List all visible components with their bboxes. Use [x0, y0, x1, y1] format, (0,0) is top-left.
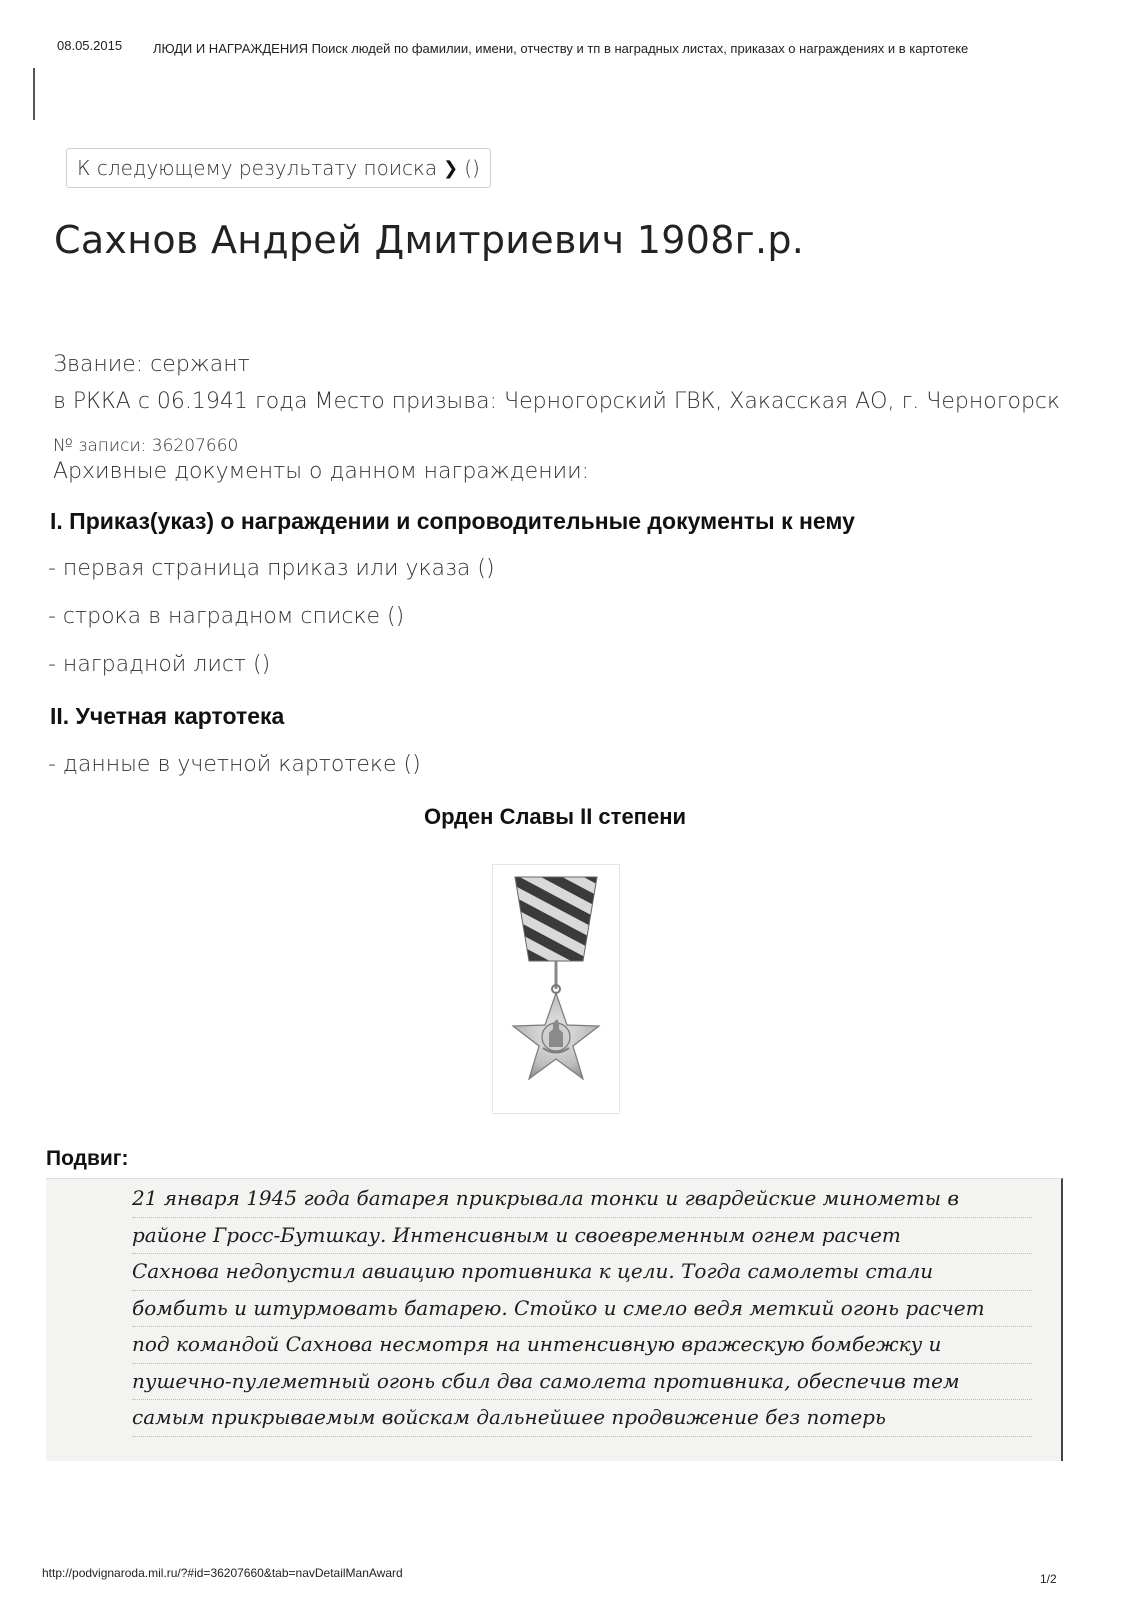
- medal-image: [493, 865, 619, 1113]
- doc-link-award-sheet[interactable]: - наградной лист (): [48, 652, 271, 677]
- feat-line: бомбить и штурмовать батарею. Стойко и смело ведя меткий огонь расчет: [132, 1291, 1032, 1328]
- next-search-result-button[interactable]: [66, 148, 491, 188]
- feat-line: пушечно-пулеметный огонь сбил два самолета противника, обеспечив тем: [132, 1364, 1032, 1401]
- rank-line: Звание: сержант: [53, 352, 250, 377]
- print-date: 08.05.2015: [57, 38, 123, 53]
- feat-line: самым прикрываемым войскам дальнейшее продвижение без потерь: [132, 1400, 1032, 1437]
- feat-handwritten-scan: [46, 1178, 1063, 1461]
- record-number: № записи: 36207660: [53, 436, 239, 456]
- next-result-suffix: (): [464, 156, 480, 180]
- feat-label: Подвиг:: [46, 1147, 129, 1170]
- archive-documents-heading: Архивные документы о данном награждении:: [53, 459, 589, 484]
- feat-line: районе Гросс-Бутшкау. Интенсивным и своевременным огнем расчет: [132, 1218, 1032, 1255]
- feat-text: [132, 1181, 1032, 1437]
- chevron-right-icon: ❯: [443, 157, 459, 179]
- feat-line: под командой Сахнова несмотря на интенсивную вражескую бомбежку и: [132, 1327, 1032, 1364]
- doc-link-card-index-data[interactable]: - данные в учетной картотеке (): [48, 752, 421, 777]
- print-footer-url: http://podvignaroda.mil.ru/?#id=36207660&tab=navDetailManAward: [42, 1566, 403, 1580]
- feat-line: 21 января 1945 года батарея прикрывала тонки и гвардейские минометы в: [132, 1181, 1032, 1218]
- print-header-title: ЛЮДИ И НАГРАЖДЕНИЯ Поиск людей по фамилии, имени, отчеству и тп в наградных листах, приказах о награждениях и в картотеке: [153, 41, 969, 56]
- person-name-heading: Сахнов Андрей Дмитриевич 1908г.р.: [54, 218, 805, 262]
- award-name: Орден Славы II степени: [423, 804, 687, 829]
- doc-link-order-first-page[interactable]: - первая страница приказ или указа (): [48, 556, 495, 581]
- print-page-number: 1/2: [1040, 1572, 1057, 1586]
- feat-line: Сахнова недопустил авиацию противника к цели. Тогда самолеты стали: [132, 1254, 1032, 1291]
- scan-margin-mark: [33, 68, 35, 120]
- doc-link-award-list-row[interactable]: - строка в наградном списке (): [48, 604, 405, 629]
- next-result-label: К следующему результату поиска: [77, 156, 438, 180]
- service-line: в РККА с 06.1941 года Место призыва: Черногорский ГВК, Хакасская АО, г. Черногорск: [53, 389, 1061, 414]
- section-card-index-title: II. Учетная картотека: [50, 703, 285, 729]
- section-award-order-title: I. Приказ(указ) о награждении и сопроводительные документы к нему: [50, 508, 855, 534]
- order-of-glory-medal-icon: [492, 864, 620, 1114]
